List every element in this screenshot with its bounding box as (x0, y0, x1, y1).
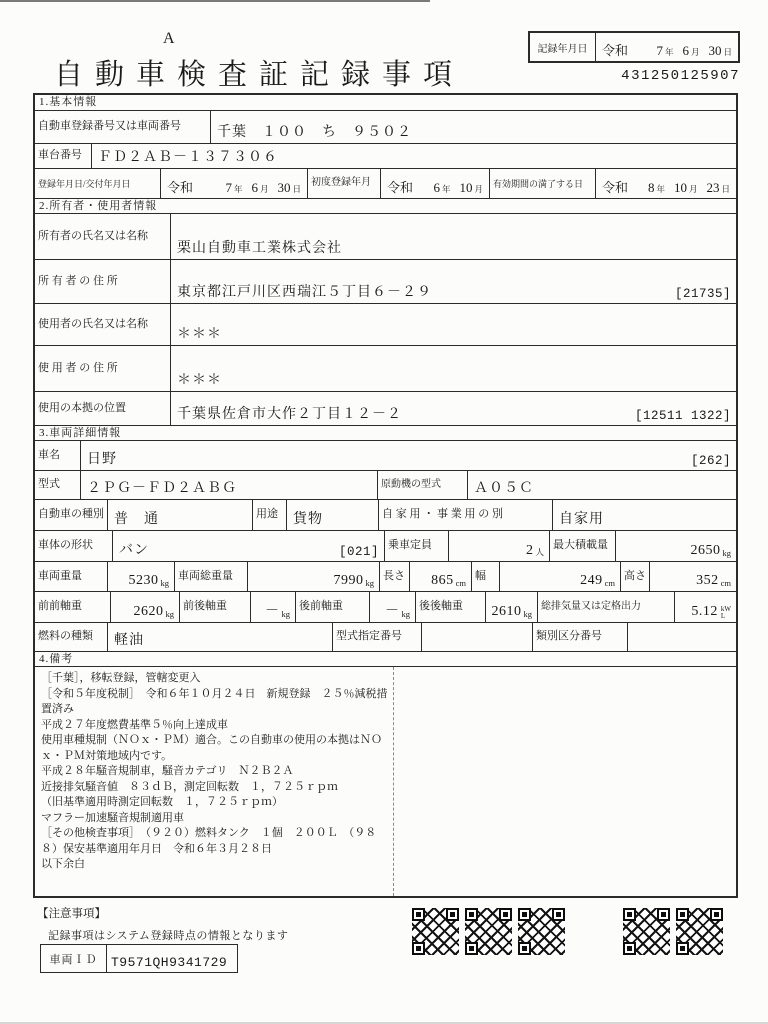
body-shape-row (35, 530, 736, 561)
category-row (35, 499, 736, 530)
car-name-value: 日野 [262] (80, 441, 736, 470)
remarks-line: 以下余白 (41, 858, 85, 870)
user-name-row (35, 303, 736, 345)
car-name-code: [262] (690, 454, 731, 468)
expiry-date-label: 有効期間の満了する日 (489, 169, 595, 198)
model-row (35, 470, 736, 499)
user-name-value: ＊＊＊ (170, 304, 736, 345)
registration-number-label: 自動車登録番号又は車両番号 (38, 120, 181, 133)
axle-rr-label: 後後軸重 (415, 592, 485, 622)
height-value: 352 cm (649, 562, 736, 591)
remarks-line: （旧基準適用時測定回転数 １，７２５ｒｐｍ） (41, 796, 283, 808)
section-3-header: 3.車両詳細情報 (35, 425, 736, 440)
classification-label: 類別区分番号 (532, 623, 627, 651)
owner-address-code: [21735] (674, 287, 731, 301)
registration-number-row (35, 110, 736, 143)
category-value: 普 通 (107, 500, 252, 530)
width-value: 249 cm (499, 562, 620, 591)
base-location-value: 千葉県佐倉市大作２丁目１２－２ [12511 1322] (170, 392, 736, 425)
owner-address-row (35, 259, 736, 303)
capacity-value: 2 人 (448, 531, 549, 561)
engine-model-label: 原動機の型式 (377, 471, 467, 499)
model-label: 型式 (38, 478, 60, 491)
owner-name-value: 栗山自動車工業株式会社 (170, 214, 736, 259)
displacement-units: kW L (720, 605, 731, 620)
model-value: ２ＰＧ－ＦＤ２ＡＢＧ (80, 471, 377, 499)
owner-address-label: 所 有 者 の 住 所 (38, 274, 118, 287)
axle-rr-value: 2610 kg (485, 592, 537, 622)
classification-value (627, 623, 736, 651)
gross-weight-value: 7990 kg (247, 562, 379, 591)
owner-name-row (35, 213, 736, 259)
weights-row (35, 561, 736, 591)
remarks-line: 近接排気騒音値 ８３ｄＢ，測定回転数 １，７２５ｒｐｍ (41, 780, 338, 793)
vehicle-weight-label: 車両重量 (38, 569, 82, 582)
remarks-line: ｘ・ＰＭ対策地域内です。 (41, 749, 173, 762)
qr-code-2 (465, 908, 512, 955)
user-address-label: 使 用 者 の 住 所 (38, 361, 118, 374)
first-registration-label: 初度登録年月 (307, 169, 380, 198)
car-name-row (35, 440, 736, 470)
section-2-header: 2.所有者・使用者情報 (35, 198, 736, 213)
width-label: 幅 (471, 562, 499, 591)
axle-weights-row (35, 591, 736, 622)
axle-fr-label: 前後軸重 (179, 592, 250, 622)
expiry-date-value: 令和 8 年 10 月 23 日 (595, 169, 736, 198)
qr-code-5 (676, 908, 723, 955)
type-designation-label: 型式指定番号 (332, 623, 421, 651)
scan-artifact-top (0, 0, 430, 2)
axle-ff-value: 2620 kg (110, 592, 179, 622)
base-location-label: 使用の本拠の位置 (38, 401, 126, 414)
body-shape-value: バン [021] (112, 531, 384, 561)
remarks-box (35, 666, 736, 896)
remarks-line: 平成２８年騒音規制車，騒音カテゴリ Ｎ２Ｂ２Ａ (41, 765, 294, 777)
chassis-number-label: 車台番号 (38, 149, 82, 162)
registration-number-value: 千葉 １００ ち ９５０２ (210, 111, 736, 143)
engine-model-value: Ａ０５Ｃ (467, 471, 736, 499)
remarks-line: 置済み (41, 703, 74, 715)
registration-date-value: 令和 7 年 6 月 30 日 (160, 169, 307, 198)
private-business-value: 自家用 (552, 500, 736, 530)
axle-rf-value: － kg (369, 592, 415, 622)
private-business-label: 自 家 用 ・ 事 業 用 の 別 (378, 500, 552, 530)
chassis-number-row (35, 143, 736, 168)
body-shape-label: 車体の形状 (38, 539, 93, 552)
use-value: 貨物 (286, 500, 378, 530)
qr-code-1 (412, 908, 459, 955)
record-date-label: 記録年月日 (530, 33, 596, 61)
axle-rf-label: 後前軸重 (295, 592, 369, 622)
displacement-label: 総排気量又は定格出力 (537, 592, 674, 622)
remarks-divider-line (393, 667, 394, 896)
certificate-number: 431250125907 (621, 68, 740, 84)
capacity-label: 乗車定員 (384, 531, 448, 561)
remarks-line: ［令和５年度税制］ 令和６年１０月２４日 新規登録 ２５％減税措 (41, 687, 388, 700)
qr-code-4 (623, 908, 670, 955)
remarks-line: ［その他検査事項］ （９２０）燃料タンク １個 ２００Ｌ （９８ (41, 827, 377, 839)
use-label: 用途 (252, 500, 286, 530)
axle-fr-value: － kg (250, 592, 295, 622)
vehicle-id-value: T9571QH9341729 (111, 955, 228, 970)
length-label: 長さ (379, 562, 409, 591)
remarks-line: 使用車種規制（ＮＯｘ・ＰＭ）適合。この自動車の使用の本拠はＮＯ (41, 734, 382, 746)
fuel-row (35, 622, 736, 651)
remarks-text (41, 671, 393, 873)
remarks-line: ［千葉］，移転登録，管轄変更入 (41, 672, 201, 684)
section-4-header: 4.備考 (35, 651, 736, 666)
length-value: 865 cm (409, 562, 471, 591)
chassis-number-value: ＦＤ２ＡＢ－１３７３０６ (91, 144, 736, 168)
vehicle-id-label: 車両ＩＤ (41, 945, 107, 972)
dates-row (35, 168, 736, 198)
user-name-label: 使用者の氏名又は名称 (38, 317, 148, 330)
remarks-line: 平成２７年度燃費基準５％向上達成車 (41, 718, 228, 731)
first-registration-value: 令和 6 年 10 月 (380, 169, 489, 198)
user-address-value: ＊＊＊ (170, 346, 736, 391)
gross-weight-label: 車両総重量 (174, 562, 247, 591)
height-label: 高さ (620, 562, 649, 591)
registration-date-label: 登録年月日/交付年月日 (38, 178, 131, 189)
remarks-line: マフラー加速騒音規制適用車 (41, 811, 184, 824)
section-1-header: 1.基本情報 (39, 96, 98, 108)
notice-text: 記録事項はシステム登録時点の情報となります (48, 930, 289, 942)
page-title: 自動車検査証記録事項 (54, 59, 465, 91)
record-date-box (528, 31, 740, 63)
car-name-label: 車名 (38, 448, 60, 461)
fuel-label: 燃料の種類 (38, 630, 93, 643)
type-designation-value (421, 623, 532, 651)
qr-code-3 (518, 908, 565, 955)
page-marker: A (163, 30, 175, 47)
axle-ff-label: 前前軸重 (38, 600, 82, 613)
main-table (33, 93, 738, 898)
vehicle-id-box (40, 944, 238, 973)
max-load-value: 2650 kg (615, 531, 736, 561)
displacement-value: 5.12 kW L (674, 592, 736, 622)
category-label: 自動車の種別 (38, 508, 104, 521)
fuel-value: 軽油 (107, 623, 332, 651)
max-load-label: 最大積載量 (549, 531, 615, 561)
owner-address-value: 東京都江戸川区西瑞江５丁目６－２９ [21735] (170, 260, 736, 303)
base-location-row (35, 391, 736, 425)
owner-name-label: 所有者の氏名又は名称 (38, 229, 148, 242)
record-date-value: 令和 7 年 6 月 30 日 (602, 43, 732, 58)
body-shape-code: [021] (338, 545, 379, 559)
base-location-code: [12511 1322] (634, 409, 731, 423)
user-address-row (35, 345, 736, 391)
remarks-line: ８）保安基準適用年月日 令和６年３月２８日 (41, 842, 272, 855)
vehicle-weight-value: 5230 kg (107, 562, 174, 591)
notice-title: 【注意事項】 (37, 908, 106, 920)
